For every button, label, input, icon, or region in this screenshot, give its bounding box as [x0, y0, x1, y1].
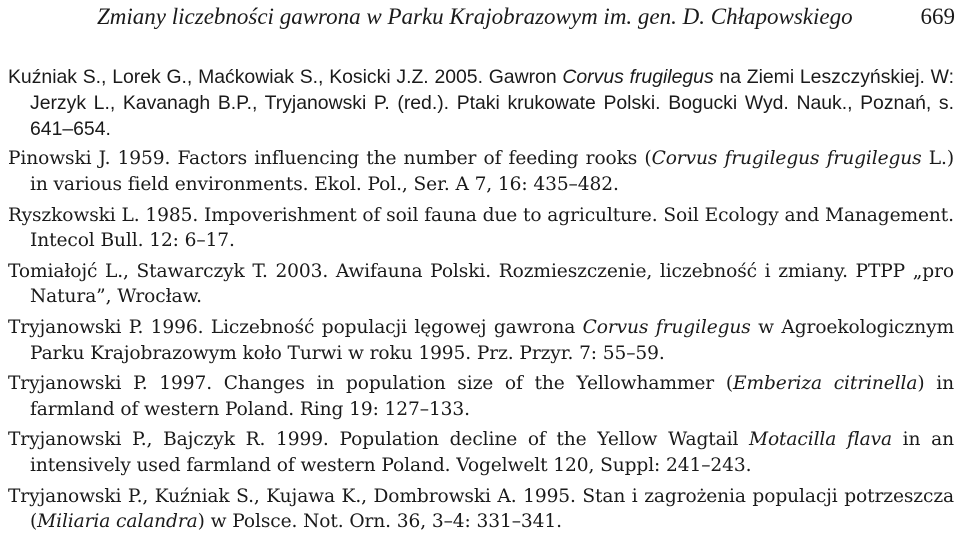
reference-entry [8, 65, 954, 142]
running-title: Zmiany liczebności gawrona w Parku Krajobrazowym im. gen. D. Chłapowskiego [97, 4, 853, 29]
ref-text: w Agroekologicznym Parku Krajobrazowym koło Turwi w roku 1995. Prz. Przyr. 7: 55–59. [30, 316, 955, 364]
ref-text: Tryjanowski P. 1996. Liczebność populacji lęgowej gawrona [8, 316, 583, 338]
ref-text: na Ziemi Leszczyńskiej. W: Jerzyk L., Kavanagh B.P., Tryjanowski P. (red.). Ptaki krukowate Polski. Bogucki Wyd. Nauk., Poznań, s. 641–654. [30, 66, 954, 140]
species-name: Miliaria calandra [37, 511, 198, 533]
ref-text: Ryszkowski L. 1985. Impoverishment of soil fauna due to agriculture. Soil Ecology and Management. Intecol Bull. 12: 6–17. [8, 204, 954, 252]
page-number: 669 [920, 4, 955, 29]
ref-text: Tomiałojć L., Stawarczyk T. 2003. Awifauna Polski. Rozmieszczenie, liczebność i zmiany. PTPP „pro Natura”, Wrocław. [8, 260, 954, 308]
ref-text: Tryjanowski P. 1997. Changes in population size of the Yellowhammer ( [8, 373, 733, 395]
ref-text: L.) in various field environments. Ekol. Pol., Ser. A 7, 16: 435–482. [30, 148, 954, 195]
ref-text: Pinowski J. 1959. Factors influencing the number of feeding rooks ( [8, 148, 652, 170]
species-name: Corvus frugilegus [582, 316, 751, 338]
reference-entry [8, 484, 954, 535]
ref-text: ) w Polsce. Not. Orn. 36, 3–4: 331–341. [197, 511, 562, 533]
reference-entry [8, 146, 954, 197]
ref-text: Tryjanowski P., Kuźniak S., Kujawa K., Dombrowski A. 1995. Stan i zagrożenia populacji potrzeszcza ( [8, 485, 954, 533]
species-name: Corvus frugilegus frugilegus [651, 148, 922, 170]
running-header [97, 2, 955, 32]
reference-entry [8, 371, 954, 422]
reference-entry [8, 203, 954, 254]
species-name: Motacilla flava [749, 429, 892, 451]
reference-entry [8, 315, 954, 366]
species-name: Corvus frugilegus [562, 66, 714, 88]
ref-text: in an intensively used farmland of western Poland. Vogelwelt 120, Suppl: 241–243. [30, 429, 954, 476]
reference-list [8, 65, 954, 540]
species-name: Emberiza citrinella [732, 373, 918, 395]
reference-entry [8, 259, 954, 310]
ref-text: Kuźniak S., Lorek G., Maćkowiak S., Kosicki J.Z. 2005. Gawron [8, 66, 563, 88]
ref-text: Tryjanowski P., Bajczyk R. 1999. Population decline of the Yellow Wagtail [8, 429, 750, 451]
reference-entry [8, 427, 954, 478]
ref-text: ) in farmland of western Poland. Ring 19: 127–133. [30, 373, 954, 420]
